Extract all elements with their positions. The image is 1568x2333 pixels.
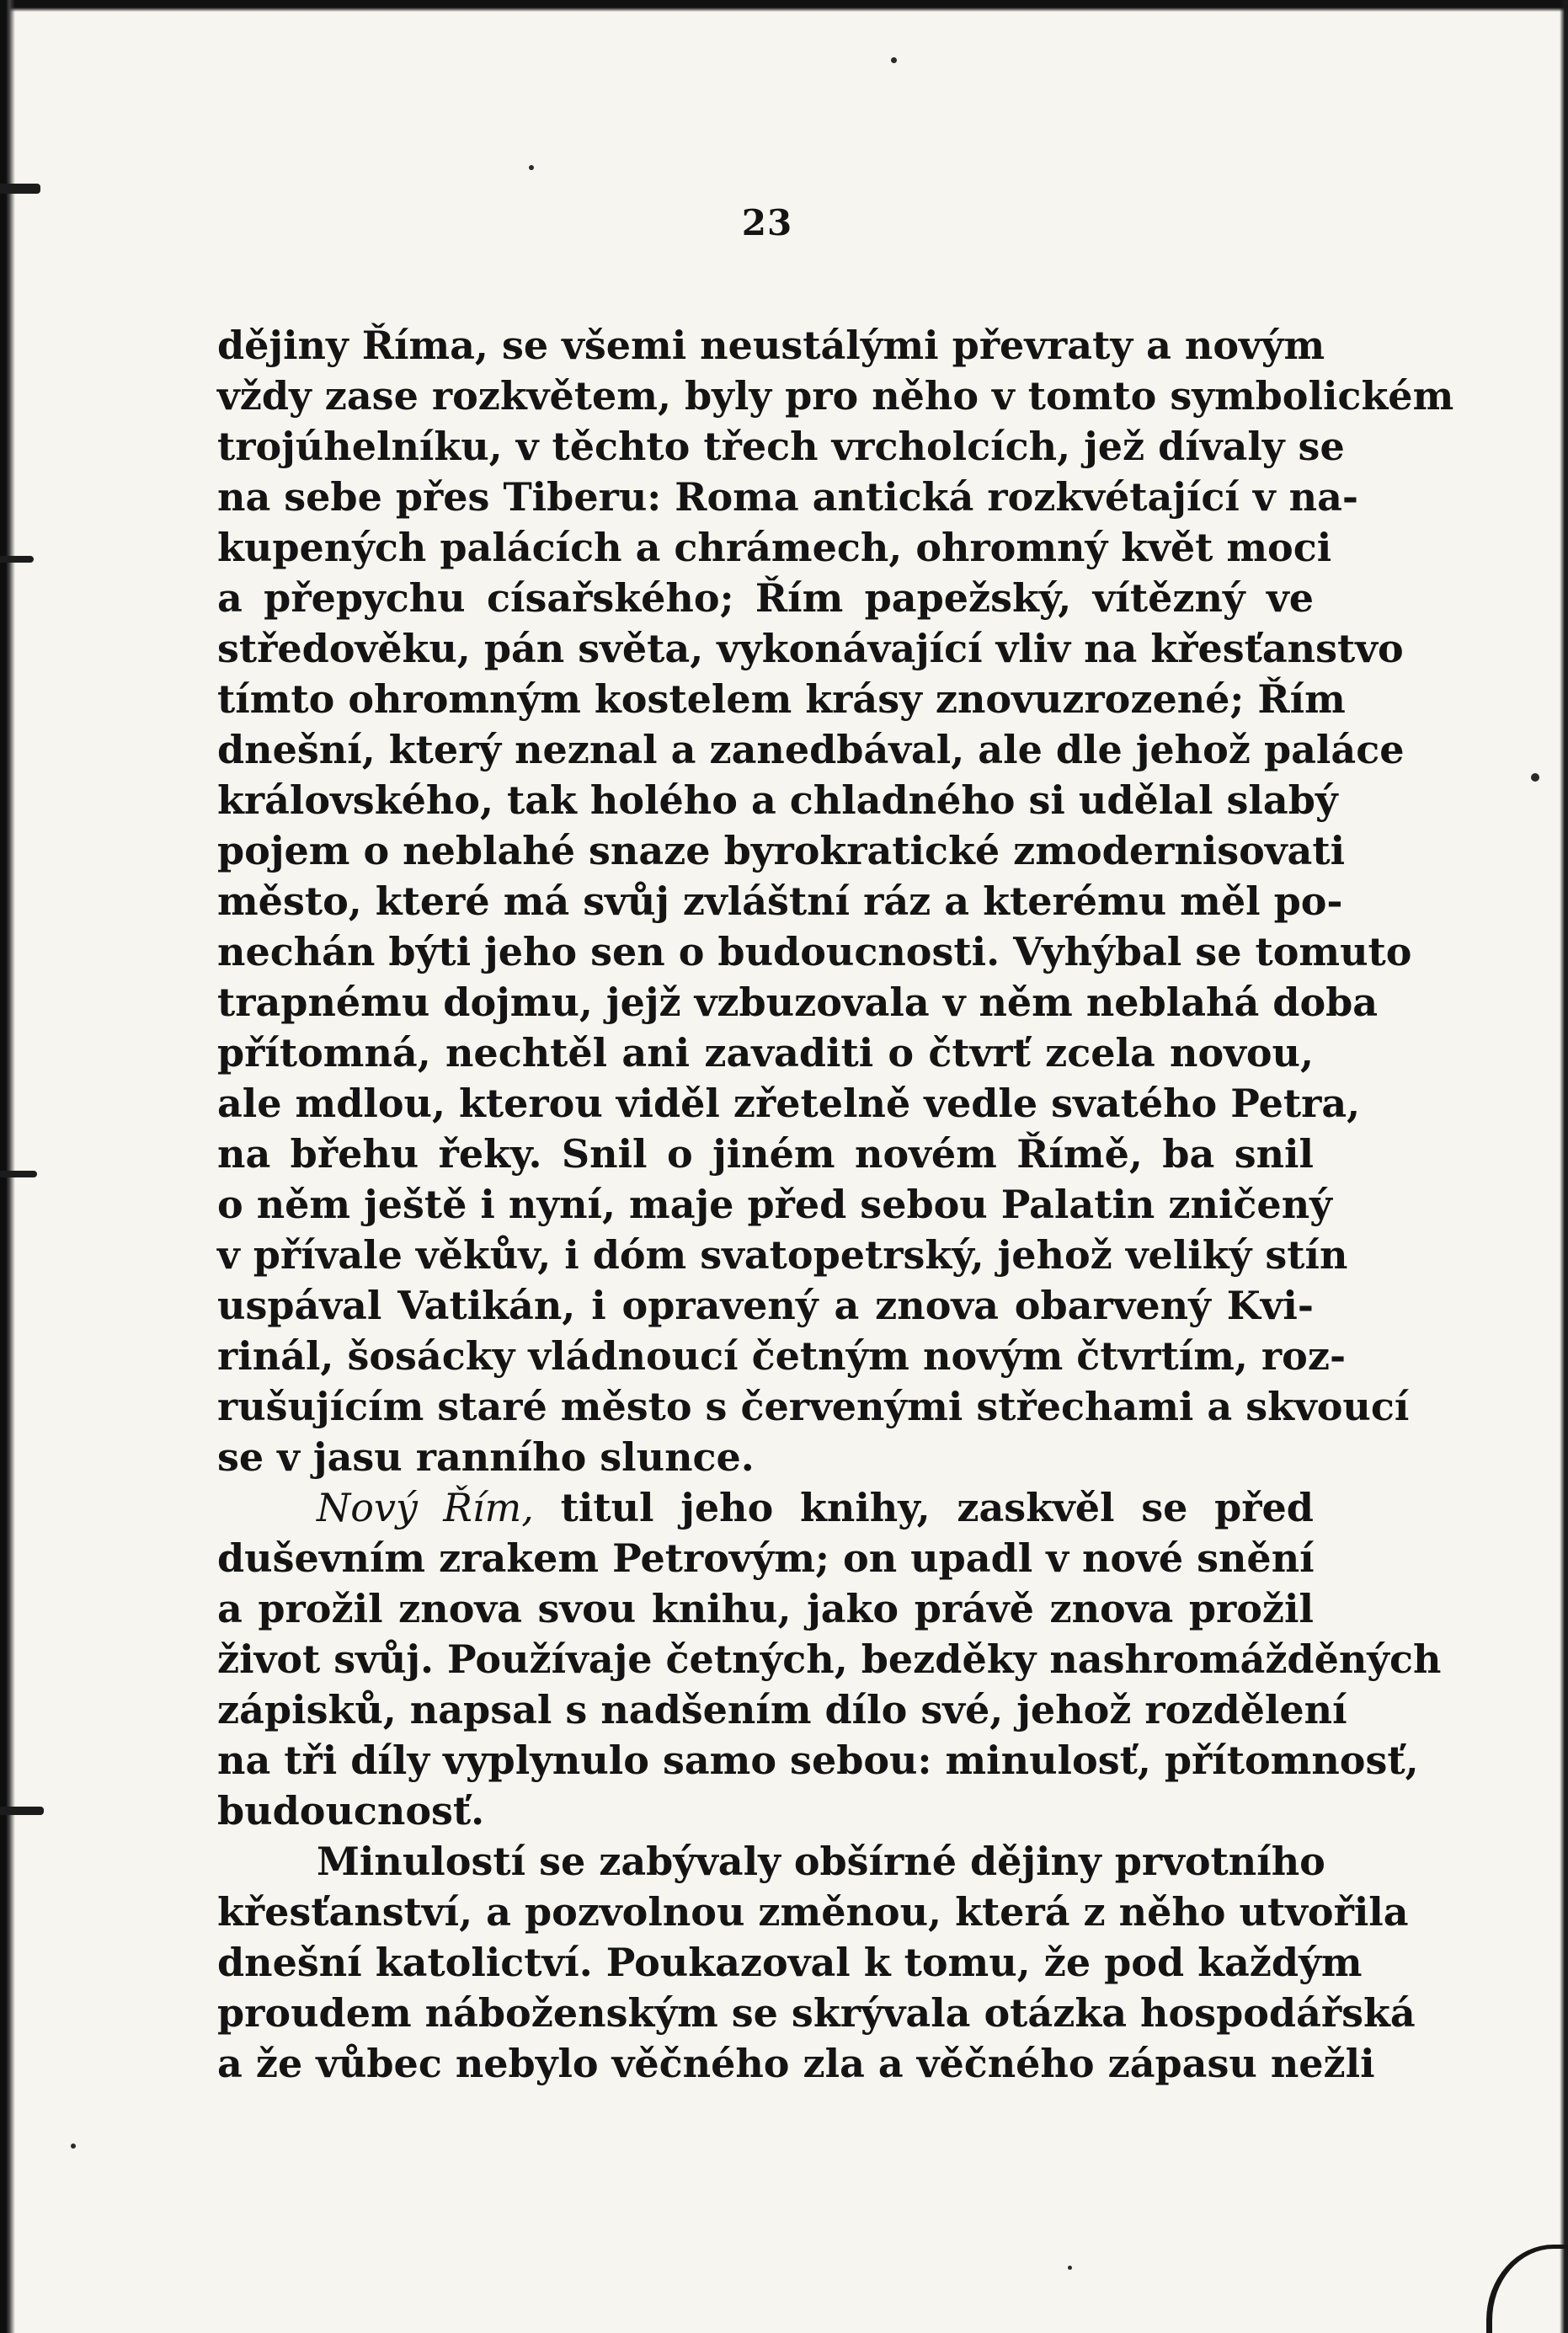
text-line: ale mdlou, kterou viděl zřetelně vedle svatého Petra, [217,1081,1361,1126]
text-line: rinál, šosácky vládnoucí četným novým čtvrtím, roz- [217,1333,1347,1379]
text-line [217,1482,1314,1533]
text-line: Minulostí se zabývaly obšírné dějiny prvotního [317,1839,1325,1884]
paragraph-1 [217,320,1454,1482]
speck [891,57,897,63]
text-line: dějiny Říma, se všemi neustálými převraty a novým [217,323,1325,368]
book-title: Nový Řím, [317,1485,534,1530]
text-line: pojem o neblahé snaze byrokratické zmodernisovati [217,828,1346,873]
text-line: zápisků, napsal s nadšením dílo své, jehož rozdělení [217,1687,1347,1732]
scan-edge-left [0,0,15,2333]
text-line: a že vůbec nebylo věčného zla a věčného zápasu nežli [217,2041,1375,2086]
text-line: na tři díly vyplynulo samo sebou: minulosť, přítomnosť, [217,1738,1419,1783]
text-line: trojúhelníku, v těchto třech vrcholcích, jež dívaly se [217,424,1345,469]
speck [1068,2266,1072,2270]
page-number: 23 [741,202,793,243]
text-line: proudem náboženským se skrývala otázka hospodářská [217,1990,1416,2036]
text-line: na břehu řeky. Snil o jiném novém Římě, ba snil [217,1131,1314,1177]
text-line: budoucnosť. [217,1788,485,1834]
text-line: duševním zrakem Petrovým; on upadl v nové snění [217,1535,1315,1581]
text-line: středověku, pán světa, vykonávající vliv na křesťanstvo [217,626,1404,671]
text-line: královského, tak holého a chladného si udělal slabý [217,777,1338,823]
text-line: trapnému dojmu, jejž vzbuzovala v něm neblahá doba [217,980,1379,1025]
text-line: a přepychu císařského; Řím papežský, vítězný ve [217,575,1314,621]
binding-mark [0,556,34,563]
scan-edge-right [1560,0,1568,2333]
scan-edge-top [0,0,1568,12]
text-line: dnešní, který neznal a zanedbával, ale dle jehož paláce [217,727,1405,772]
text-line: dnešní katolictví. Poukazoval k tomu, že pod každým [217,1940,1363,1985]
page-curl [1486,2245,1568,2333]
body-text [217,320,1454,2089]
text-line: město, které má svůj zvláštní ráz a kterému měl po- [217,878,1343,924]
binding-mark [0,184,40,194]
text-line: nechán býti jeho sen o budoucnosti. Vyhýbal se tomuto [217,929,1412,974]
text-fragment: titul jeho knihy, zaskvěl se před [533,1485,1314,1530]
text-line: o něm ještě i nyní, maje před sebou Palatin zničený [217,1182,1332,1227]
text-line: tímto ohromným kostelem krásy znovuzrozené; Řím [217,676,1346,722]
text-line: vždy zase rozkvětem, byly pro něho v tomto symbolickém [217,373,1454,419]
text-line: se v jasu ranního slunce. [217,1434,755,1480]
text-line: rušujícím staré město s červenými střechami a skvoucí [217,1384,1410,1429]
text-line: v přívale věkův, i dóm svatopetrský, jehož veliký stín [217,1232,1348,1278]
speck [1531,773,1539,782]
paragraph-3 [217,1836,1416,2089]
binding-mark [0,1807,44,1815]
text-line: a prožil znova svou knihu, jako právě znova prožil [217,1586,1314,1631]
text-line: uspával Vatikán, i opravený a znova obarvený Kvi- [217,1283,1314,1328]
binding-mark [0,1171,37,1177]
speck [529,165,534,170]
text-line: na sebe přes Tiberu: Roma antická rozkvétající v na- [217,474,1359,520]
paragraph-2 [217,1482,1442,1836]
text-line: kupených palácích a chrámech, ohromný květ moci [217,525,1332,570]
text-line: přítomná, nechtěl ani zavaditi o čtvrť zcela novou, [217,1030,1314,1076]
text-line: život svůj. Používaje četných, bezděky nashromážděných [217,1636,1442,1682]
text-line: křesťanství, a pozvolnou změnou, která z něho utvořila [217,1889,1409,1935]
speck [71,2143,76,2149]
